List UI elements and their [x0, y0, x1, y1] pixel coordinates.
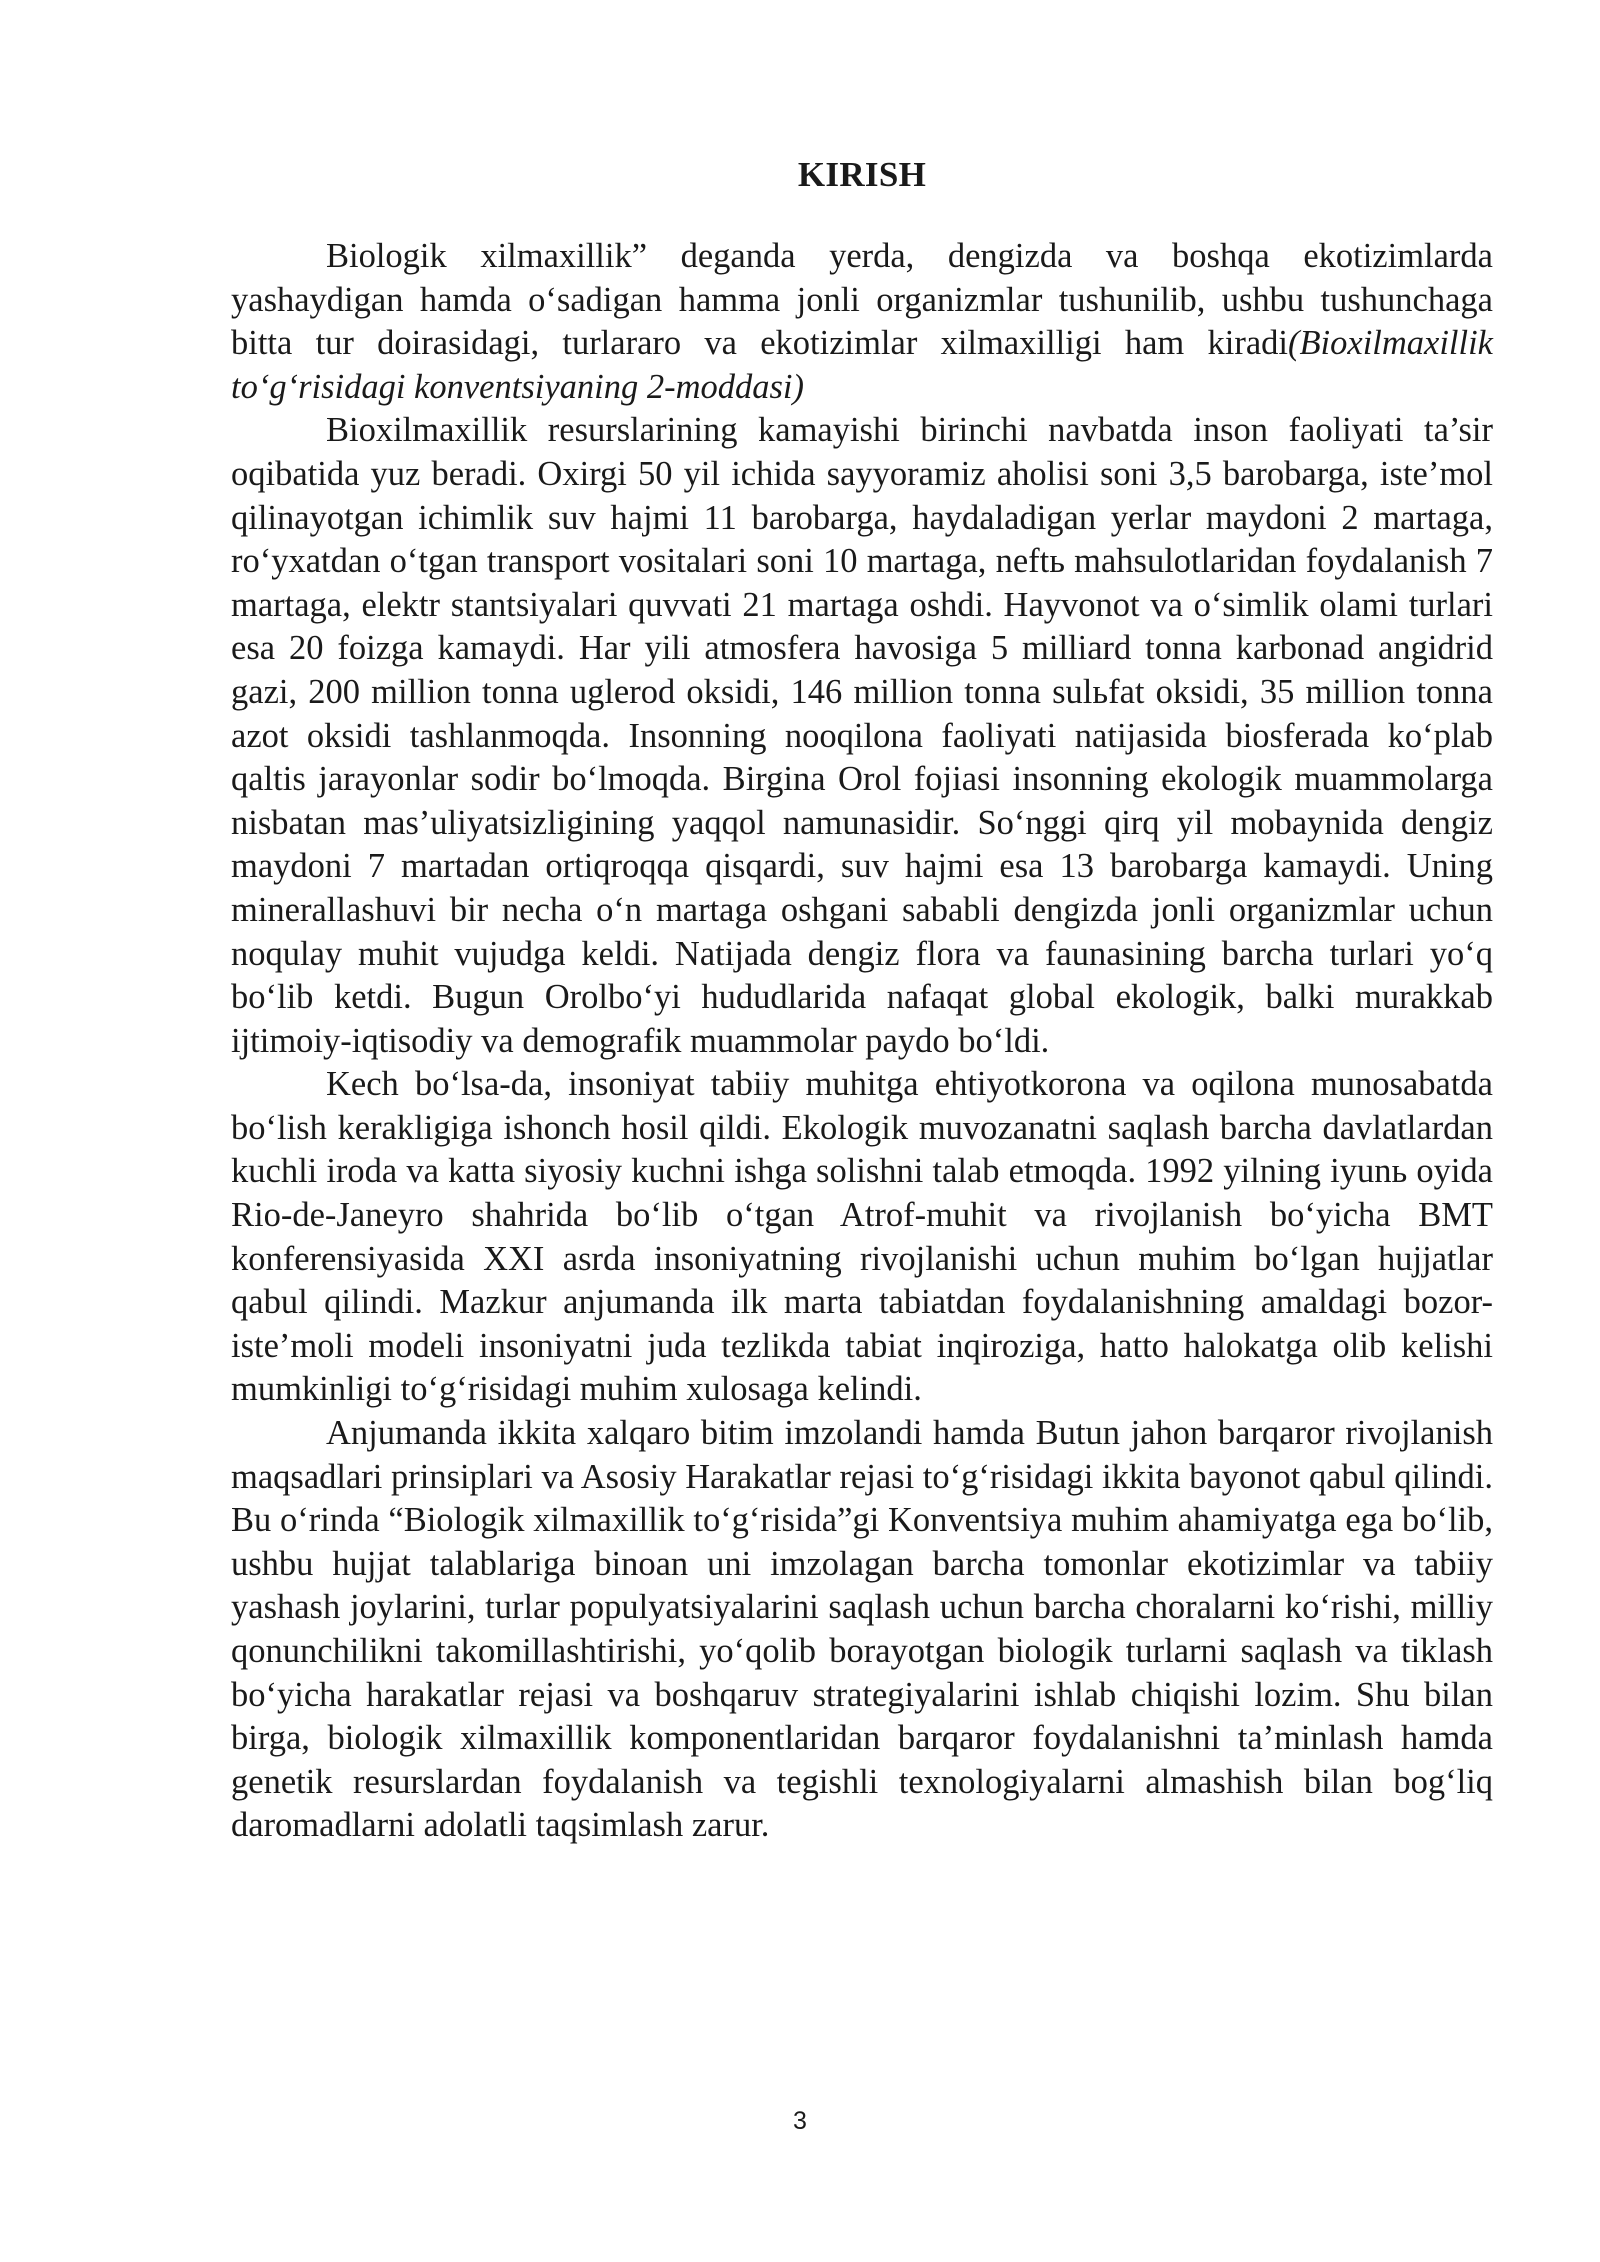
- paragraph-conference: Kech bo‘lsa-da, insoniyat tabiiy muhitga ehtiyotkorona va oqilona munosabatda bo‘lish kerakligiga ishonch hosil qildi. Ekologik muvozanatni saqlash barcha davlatlardan kuchli iroda va katta siyosiy kuchni ishga solishni talab etmoqda. 1992 yilning iyunь oyida Rio-de-Janeyro shahrida bo‘lib o‘tgan Atrof-muhit va rivojlanish bo‘yicha BMT konferensiyasida XXI asrda insoniyatning rivojlanishi uchun muhim bo‘lgan hujjatlar qabul qilindi. Mazkur anjumanda ilk marta tabiatdan foydalanishning amaldagi bozor-iste’moli modeli insoniyatni juda tezlikda tabiat inqiroziga, hatto halokatga olib kelishi mumkinligi to‘g‘risidagi muhim xulosaga kelindi.: [231, 1065, 1493, 1409]
- paragraph-definition: [231, 235, 1493, 409]
- paragraph-text: Biologik xilmaxillik” deganda yerda, dengizda va boshqa ekotizimlarda yashaydigan hamda o‘sadigan hamma jonli organizmlar tushunilib, ushbu tushunchaga bitta tur doirasidagi, turlararo va ekotizimlar xilmaxilligi ham kiradi: [231, 237, 1493, 363]
- paragraph-resources: Bioxilmaxillik resurslarining kamayishi birinchi navbatda inson faoliyati ta’sir oqibatida yuz beradi. Oxirgi 50 yil ichida sayyoramiz aholisi soni 3,5 barobarga, iste’mol qilinayotgan ichimlik suv hajmi 11 barobarga, haydaladigan yerlar maydoni 2 martaga, ro‘yxatdan o‘tgan transport vositalari soni 10 martaga, neftь mahsulotlaridan foydalanish 7 martaga, elektr stantsiyalari quvvati 21 martaga oshdi. Hayvonot va o‘simlik olami turlari esa 20 foizga kamaydi. Har yili atmosfera havosiga 5 milliard tonna karbonad angidrid gazi, 200 million tonna uglerod oksidi, 146 million tonna sulьfat oksidi, 35 million tonna azot oksidi tashlanmoqda. Insonning nooqilona faoliyati natijasida biosferada ko‘plab qaltis jarayonlar sodir bo‘lmoqda. Birgina Orol fojiasi insonning ekologik muammolarga nisbatan mas’uliyatsizligining yaqqol namunasidir. So‘nggi qirq yil mobaynida dengiz maydoni 7 martadan ortiqroqqa qisqardi, suv hajmi esa 13 barobarga kamaydi. Uning minerallashuvi bir necha o‘n martaga oshgani sababli dengizda jonli organizmlar uchun noqulay muhit vujudga keldi. Natijada dengiz flora va faunasining barcha turlari yo‘q bo‘lib ketdi. Bugun Orolbo‘yi hududlarida nafaqat global ekologik, balki murakkab ijtimoiy-iqtisodiy va demografik muammolar paydo bo‘ldi.: [231, 411, 1493, 1060]
- paragraph-citation: (Bioxilmaxillik to‘g‘risidagi konventsiyaning 2-moddasi): [231, 324, 1493, 406]
- page-title: KIRISH: [797, 155, 927, 194]
- page-number: 3: [793, 2107, 807, 2135]
- paragraph-convention: Anjumanda ikkita xalqaro bitim imzolandi hamda Butun jahon barqaror rivojlanish maqsadlari prinsiplari va Asosiy Harakatlar rejasi to‘g‘risidagi ikkita bayonot qabul qilindi. Bu o‘rinda “Biologik xilmaxillik to‘g‘risida”gi Konventsiya muhim ahamiyatga ega bo‘lib, ushbu hujjat talablariga binoan uni imzolagan barcha tomonlar ekotizimlar va tabiiy yashash joylarini, turlar populyatsiyalarini saqlash uchun barcha choralarni ko‘rishi, milliy qonunchilikni takomillashtirishi, yo‘qolib borayotgan biologik turlarni saqlash va tiklash bo‘yicha harakatlar rejasi va boshqaruv strategiyalarini ishlab chiqishi lozim. Shu bilan birga, biologik xilmaxillik komponentlaridan barqaror foydalanishni ta’minlash hamda genetik resurslardan foydalanish va tegishli texnologiyalarni almashish bilan bog‘liq daromadlarni adolatli taqsimlash zarur.: [231, 1414, 1493, 1845]
- document-page: [231, 150, 1493, 1848]
